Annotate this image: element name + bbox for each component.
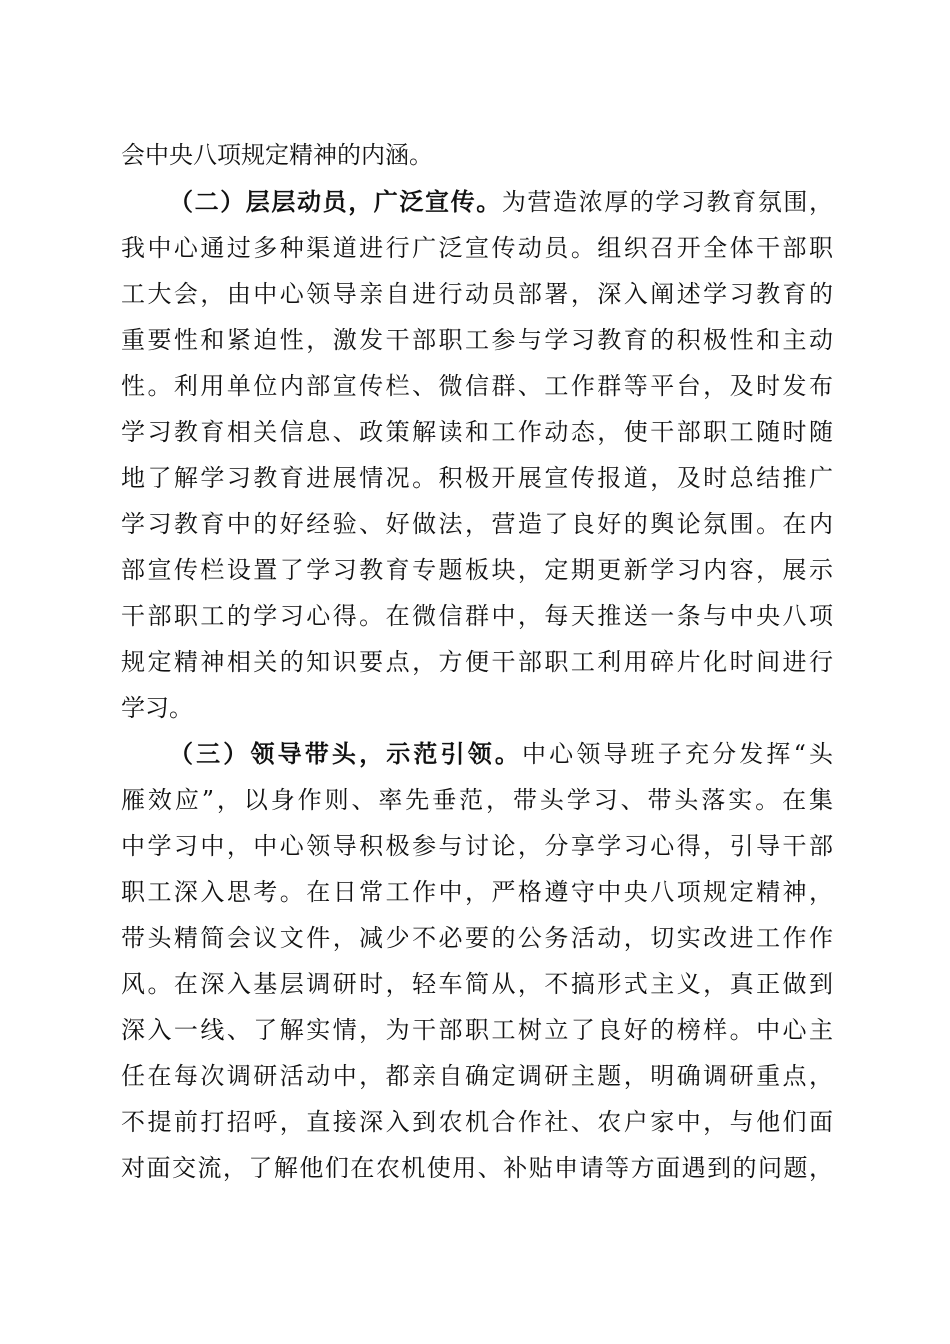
text-line: 学习教育中的好经验、好做法，营造了良好的舆论氛围。在内 [121,510,833,538]
section-3-heading: （三）领导带头，示范引领。 [169,739,523,768]
text-line: 带头精简会议文件，减少不必要的公务活动，切实改进工作作 [121,924,833,952]
text-line: 规定精神相关的知识要点，方便干部职工利用碎片化时间进行 [121,648,833,676]
text-line: 风。在深入基层调研时，轻车简从，不搞形式主义，真正做到 [121,970,833,998]
section-3-first-line [169,732,833,776]
section-2-text: 为营造浓厚的学习教育氛围， [501,188,833,216]
text-line: 学习。 [121,694,193,722]
text-line: 部宣传栏设置了学习教育专题板块，定期更新学习内容，展示 [121,556,833,584]
text-line: 任在每次调研活动中，都亲自确定调研主题，明确调研重点， [121,1062,833,1090]
text-line: 不提前打招呼，直接深入到农机合作社、农户家中，与他们面 [121,1108,833,1136]
section-2-first-line [169,180,833,224]
text-line: 性。利用单位内部宣传栏、微信群、工作群等平台，及时发布 [121,372,833,400]
text-line: 中学习中，中心领导积极参与讨论，分享学习心得，引导干部 [121,832,833,860]
section-2-heading: （二）层层动员，广泛宣传。 [169,187,502,216]
text-line: 深入一线、了解实情，为干部职工树立了良好的榜样。中心主 [121,1016,833,1044]
text-line: 学习教育相关信息、政策解读和工作动态，使干部职工随时随 [121,418,833,446]
section-3-text: 中心领导班子充分发挥“头 [522,740,833,768]
text-line: 地了解学习教育进展情况。积极开展宣传报道，及时总结推广 [121,464,833,492]
text-line: 我中心通过多种渠道进行广泛宣传动员。组织召开全体干部职 [121,234,833,262]
text-line: 职工深入思考。在日常工作中，严格遵守中央八项规定精神， [121,878,833,906]
text-line: 对面交流，了解他们在农机使用、补贴申请等方面遇到的问题， [121,1154,833,1182]
text-line: 重要性和紧迫性，激发干部职工参与学习教育的积极性和主动 [121,326,833,354]
text-line: 会中央八项规定精神的内涵。 [121,141,433,169]
text-line: 雁效应”，以身作则、率先垂范，带头学习、带头落实。在集 [121,786,833,814]
text-line: 干部职工的学习心得。在微信群中，每天推送一条与中央八项 [121,602,833,630]
text-line: 工大会，由中心领导亲自进行动员部署，深入阐述学习教育的 [121,280,833,308]
